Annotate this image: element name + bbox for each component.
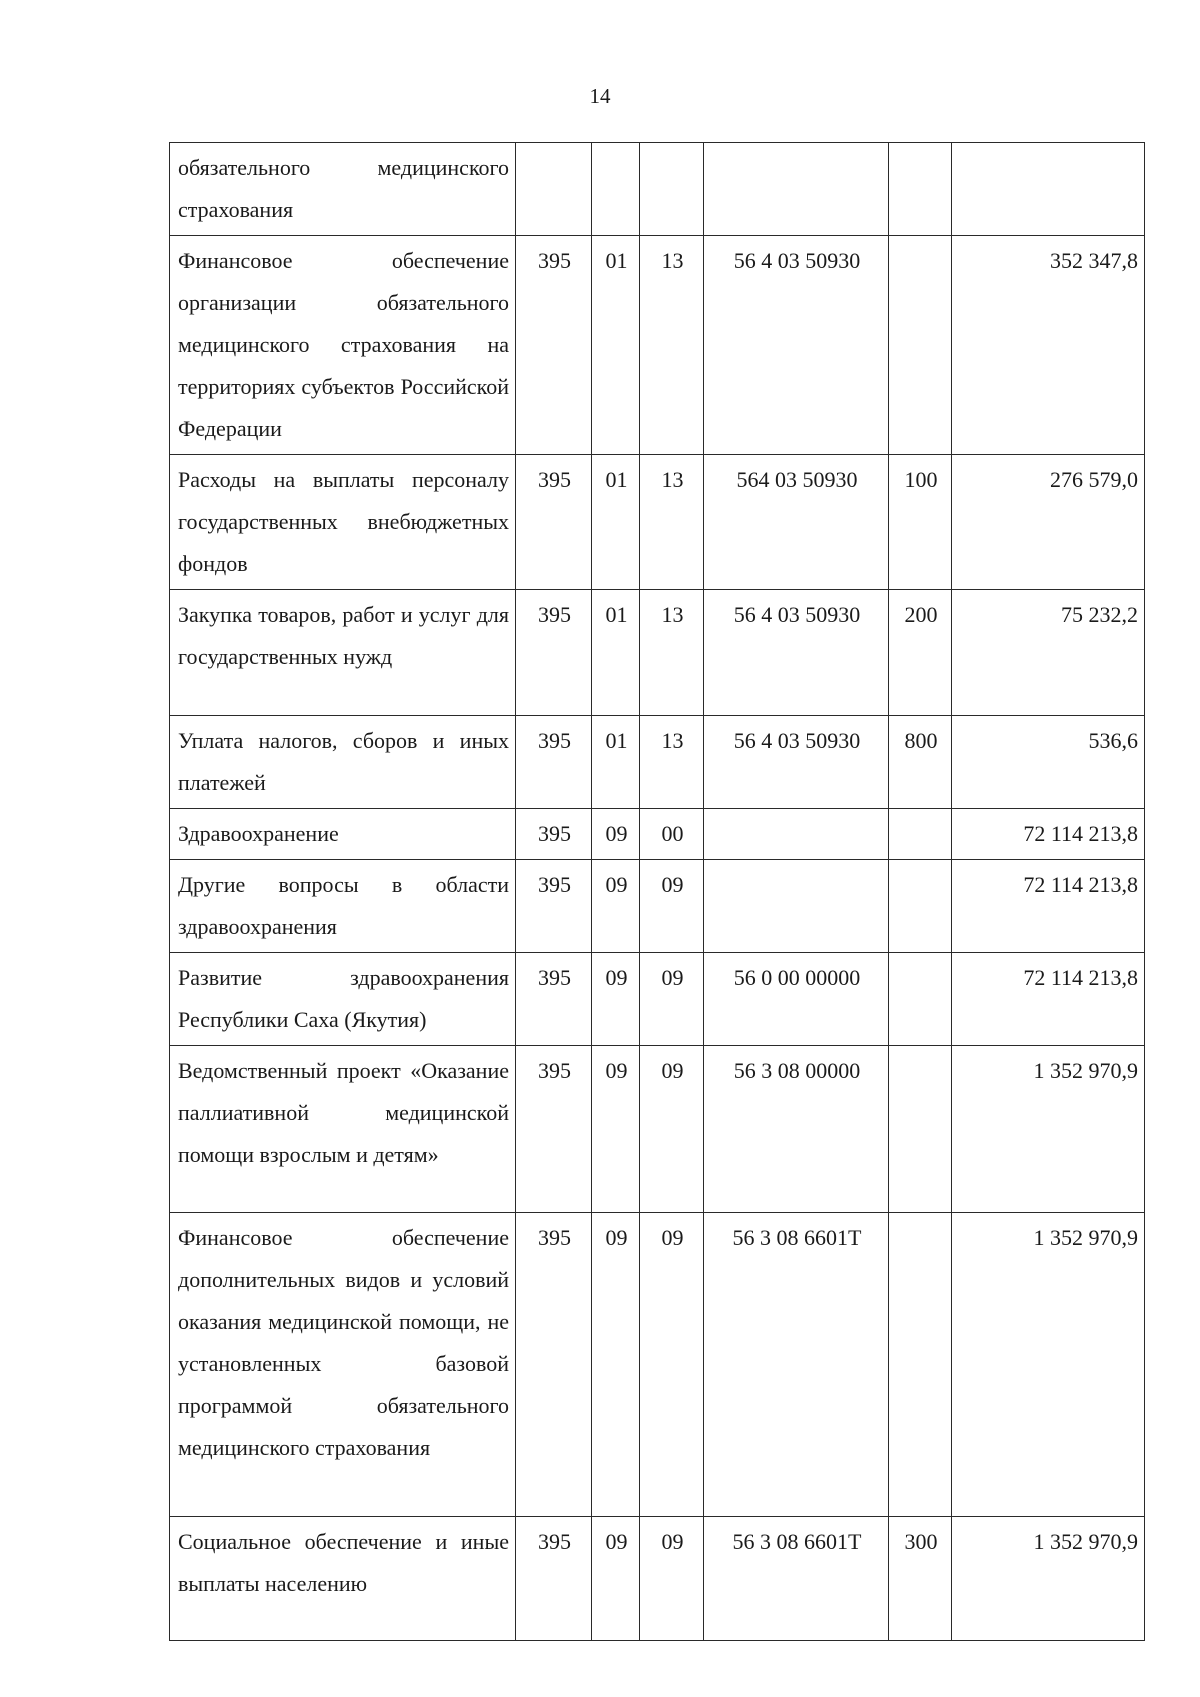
table-row <box>170 143 1145 236</box>
row-subsection-code <box>640 143 704 236</box>
row-grbs-code: 395 <box>516 1213 592 1517</box>
row-amount: 72 114 213,8 <box>952 809 1145 860</box>
row-target-article: 56 0 00 00000 <box>704 953 889 1046</box>
row-subsection-code: 13 <box>640 236 704 455</box>
row-expense-type <box>889 953 952 1046</box>
budget-table <box>169 142 1145 1641</box>
row-grbs-code: 395 <box>516 1517 592 1641</box>
row-grbs-code: 395 <box>516 809 592 860</box>
row-section-code: 01 <box>592 590 640 716</box>
table-row <box>170 455 1145 590</box>
row-expense-type: 800 <box>889 716 952 809</box>
row-expense-type: 100 <box>889 455 952 590</box>
table-row <box>170 1517 1145 1641</box>
row-name: Уплата налогов, сборов и иных платежей <box>170 716 516 809</box>
row-name: Закупка товаров, работ и услуг для государственных нужд <box>170 590 516 716</box>
row-amount: 1 352 970,9 <box>952 1213 1145 1517</box>
row-grbs-code: 395 <box>516 716 592 809</box>
row-amount: 72 114 213,8 <box>952 953 1145 1046</box>
row-subsection-code: 13 <box>640 716 704 809</box>
row-expense-type <box>889 860 952 953</box>
row-grbs-code: 395 <box>516 590 592 716</box>
table-row <box>170 809 1145 860</box>
table-row <box>170 953 1145 1046</box>
row-subsection-code: 09 <box>640 860 704 953</box>
row-expense-type: 200 <box>889 590 952 716</box>
table-row <box>170 716 1145 809</box>
row-section-code: 01 <box>592 236 640 455</box>
table-row <box>170 236 1145 455</box>
row-grbs-code: 395 <box>516 1046 592 1213</box>
row-amount: 276 579,0 <box>952 455 1145 590</box>
row-target-article: 56 3 08 6601Т <box>704 1213 889 1517</box>
row-grbs-code: 395 <box>516 236 592 455</box>
row-subsection-code: 00 <box>640 809 704 860</box>
row-subsection-code: 09 <box>640 1517 704 1641</box>
row-target-article: 56 3 08 00000 <box>704 1046 889 1213</box>
table-row <box>170 590 1145 716</box>
row-expense-type <box>889 1213 952 1517</box>
row-subsection-code: 13 <box>640 455 704 590</box>
row-expense-type: 300 <box>889 1517 952 1641</box>
row-expense-type <box>889 1046 952 1213</box>
row-name: Здравоохранение <box>170 809 516 860</box>
row-amount: 1 352 970,9 <box>952 1517 1145 1641</box>
row-subsection-code: 09 <box>640 953 704 1046</box>
page-number: 14 <box>589 84 611 108</box>
row-grbs-code <box>516 143 592 236</box>
row-amount: 1 352 970,9 <box>952 1046 1145 1213</box>
row-target-article <box>704 860 889 953</box>
row-grbs-code: 395 <box>516 953 592 1046</box>
row-section-code: 01 <box>592 455 640 590</box>
row-target-article: 564 03 50930 <box>704 455 889 590</box>
row-section-code: 09 <box>592 1213 640 1517</box>
row-name: Финансовое обеспечение дополнительных видов и условий оказания медицинской помощи, не установленных базовой программой обязательного медицинского страхования <box>170 1213 516 1517</box>
row-name: Социальное обеспечение и иные выплаты населению <box>170 1517 516 1641</box>
row-section-code <box>592 143 640 236</box>
table-row <box>170 860 1145 953</box>
row-section-code: 09 <box>592 809 640 860</box>
row-subsection-code: 09 <box>640 1046 704 1213</box>
row-target-article: 56 4 03 50930 <box>704 590 889 716</box>
table-row <box>170 1213 1145 1517</box>
row-subsection-code: 13 <box>640 590 704 716</box>
row-section-code: 09 <box>592 953 640 1046</box>
row-amount: 352 347,8 <box>952 236 1145 455</box>
row-name: Расходы на выплаты персоналу государственных внебюджетных фондов <box>170 455 516 590</box>
row-target-article: 56 3 08 6601Т <box>704 1517 889 1641</box>
row-amount: 75 232,2 <box>952 590 1145 716</box>
row-subsection-code: 09 <box>640 1213 704 1517</box>
row-section-code: 09 <box>592 1517 640 1641</box>
row-name: Ведомственный проект «Оказание паллиативной медицинской помощи взрослым и детям» <box>170 1046 516 1213</box>
row-grbs-code: 395 <box>516 860 592 953</box>
row-amount: 72 114 213,8 <box>952 860 1145 953</box>
row-target-article <box>704 809 889 860</box>
row-name: Другие вопросы в области здравоохранения <box>170 860 516 953</box>
row-expense-type <box>889 809 952 860</box>
table-row <box>170 1046 1145 1213</box>
row-target-article: 56 4 03 50930 <box>704 236 889 455</box>
row-section-code: 09 <box>592 860 640 953</box>
row-name: обязательного медицинского страхования <box>170 143 516 236</box>
row-name: Финансовое обеспечение организации обязательного медицинского страхования на территориях субъектов Российской Федерации <box>170 236 516 455</box>
row-expense-type <box>889 236 952 455</box>
row-section-code: 09 <box>592 1046 640 1213</box>
row-name: Развитие здравоохранения Республики Саха (Якутия) <box>170 953 516 1046</box>
row-target-article: 56 4 03 50930 <box>704 716 889 809</box>
row-grbs-code: 395 <box>516 455 592 590</box>
row-section-code: 01 <box>592 716 640 809</box>
row-target-article <box>704 143 889 236</box>
row-amount <box>952 143 1145 236</box>
row-amount: 536,6 <box>952 716 1145 809</box>
row-expense-type <box>889 143 952 236</box>
